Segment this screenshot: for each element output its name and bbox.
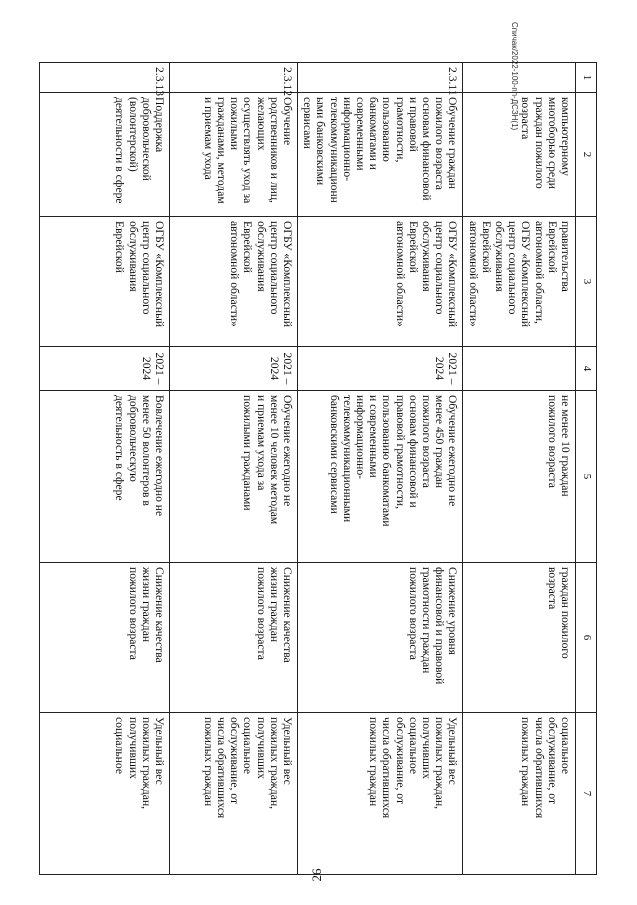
cell-line: информационно-: [340, 97, 354, 182]
cell-line: возраста: [545, 567, 559, 610]
table-row: [463, 63, 576, 875]
cell-line: автономной области»: [228, 221, 242, 327]
cell-line: правительства: [559, 221, 572, 292]
cell-line: банкоматами и: [367, 97, 381, 170]
cell-line: пожилых граждан: [201, 717, 215, 807]
cell-line: Удельный вес: [280, 717, 294, 785]
header-cell-5: 5: [576, 391, 597, 563]
footer-document-code: Спичак/2022-100-пп-ДСЗН(1): [510, 22, 519, 131]
table-cell-5: [169, 391, 297, 563]
cell-line: грамотности граждан: [419, 567, 433, 674]
cell-line: пожилого возраста: [545, 395, 559, 488]
cell-line: телекоммуникационн: [327, 97, 341, 203]
cell-line: (волонтерской): [126, 97, 140, 172]
cell-line: пожилых граждан,: [267, 717, 281, 810]
table-cell-4: [463, 347, 576, 391]
cell-line: 2024: [433, 356, 447, 381]
cell-line: финансовой и правовой: [433, 567, 447, 685]
cell-line: Обучение: [280, 97, 294, 146]
table-cell-6: [297, 563, 462, 713]
cell-line: пожилого возраста: [126, 567, 140, 660]
cell-line: числа обратившихся: [380, 717, 394, 819]
cell-line: Снижение качества: [152, 567, 166, 663]
table-cell-2: [297, 93, 462, 217]
table-cell-1: 2.3.13: [39, 63, 169, 93]
table-cell-5: [39, 391, 169, 563]
rotated-table-container: [57, 62, 597, 874]
cell-line: пожилых граждан,: [139, 717, 153, 810]
cell-line: банковскими сервисами: [327, 395, 341, 514]
cell-line: информационно-: [353, 395, 367, 480]
cell-line: социальное: [406, 717, 420, 774]
cell-line: обслуживания: [492, 221, 506, 292]
cell-line: гражданами, методам: [214, 97, 228, 204]
page-number: 26: [309, 868, 324, 882]
header-row: [576, 63, 597, 875]
cell-line: жизни граждан: [267, 567, 281, 643]
table-row: [169, 63, 297, 875]
cell-line: основам финансовой: [419, 97, 433, 201]
table-cell-4: [297, 347, 462, 391]
cell-line: современными: [353, 97, 367, 171]
cell-line: 2024: [267, 356, 281, 381]
cell-line: социальное: [113, 717, 127, 774]
table-cell-6: [463, 563, 576, 713]
header-cell-1: 1: [576, 63, 597, 93]
cell-line: ОГБУ «Комплексный: [280, 221, 294, 328]
cell-line: пожилыми: [228, 97, 242, 151]
table-cell-2: [463, 93, 576, 217]
cell-line: граждан пожилого: [532, 97, 546, 189]
cell-line: компьютерному: [559, 97, 572, 176]
cell-line: Поддержка: [152, 97, 166, 153]
cell-line: 2021 –: [152, 352, 166, 385]
cell-line: получивших: [254, 717, 268, 779]
cell-line: 2024: [139, 356, 153, 381]
cell-line: и правовой: [406, 97, 420, 152]
cell-line: обслуживание, от: [228, 717, 242, 805]
cell-line: осуществлять уход за: [241, 97, 255, 204]
cell-line: Еврейской: [241, 221, 255, 273]
table-row: [297, 63, 462, 875]
table-cell-4: [39, 347, 169, 391]
cell-line: сервисами: [301, 97, 315, 149]
cell-line: менее 10 человек методам: [267, 395, 281, 525]
table-cell-6: [169, 563, 297, 713]
cell-line: центр социального: [506, 221, 520, 315]
cell-line: деятельности в сфере: [113, 97, 127, 204]
cell-line: ыми банковскими: [314, 97, 328, 186]
table-cell-5: [297, 391, 462, 563]
cell-line: многоборью среди: [545, 97, 559, 189]
cell-line: центр социального: [139, 221, 153, 315]
cell-line: 2021 –: [446, 352, 460, 385]
cell-line: пользованию: [380, 97, 394, 162]
cell-line: получивших: [419, 717, 433, 779]
table-row: [39, 63, 169, 875]
cell-line: социальное: [241, 717, 255, 774]
table-cell-4: [169, 347, 297, 391]
table-cell-2: [39, 93, 169, 217]
cell-line: обслуживания: [126, 221, 140, 292]
cell-line: обслуживание, от: [545, 717, 559, 805]
cell-line: Еврейской: [113, 221, 127, 273]
cell-line: добровольческой: [139, 97, 153, 181]
header-cell-4: 4: [576, 347, 597, 391]
cell-line: жизни граждан: [139, 567, 153, 643]
cell-line: центр социального: [433, 221, 447, 315]
table-cell-2: [169, 93, 297, 217]
table-cell-7: [463, 713, 576, 875]
cell-line: автономной области»: [466, 221, 480, 327]
cell-line: числа обратившихся: [532, 717, 546, 819]
cell-line: пожилых граждан,: [433, 717, 447, 810]
cell-line: пожилых граждан: [367, 717, 381, 807]
cell-line: обслуживания: [254, 221, 268, 292]
cell-line: Удельный вес: [446, 717, 460, 785]
cell-line: Обучение ежегодно не: [446, 395, 460, 507]
table-cell-6: [39, 563, 169, 713]
table-cell-1: [463, 63, 576, 93]
cell-line: Еврейской: [545, 221, 559, 273]
cell-line: пожилого возраста: [254, 567, 268, 660]
cell-line: и приемам ухода: [201, 97, 215, 180]
table-cell-3: [463, 217, 576, 347]
table-cell-3: [169, 217, 297, 347]
cell-line: пожилого возраста: [433, 97, 447, 190]
cell-line: 2021 –: [280, 352, 294, 385]
cell-line: пожилых граждан: [519, 717, 533, 807]
cell-line: Снижение уровня: [446, 567, 460, 656]
cell-line: возраста: [519, 97, 533, 140]
cell-line: не менее 10 граждан: [559, 395, 572, 497]
cell-line: родственников и лиц,: [267, 97, 281, 203]
cell-line: автономной области,: [532, 221, 546, 324]
cell-line: числа обратившихся: [214, 717, 228, 819]
cell-line: правовой грамотности,: [393, 395, 407, 509]
table-cell-1: 2.3.11: [297, 63, 462, 93]
cell-line: основам финансовой и: [406, 395, 420, 508]
table-cell-3: [39, 217, 169, 347]
cell-line: граждан пожилого: [559, 567, 572, 659]
table-cell-5: [463, 391, 576, 563]
cell-line: Еврейской: [479, 221, 493, 273]
header-cell-2: 2: [576, 93, 597, 217]
header-cell-6: 6: [576, 563, 597, 713]
cell-line: и современными: [367, 395, 381, 478]
table-cell-3: [297, 217, 462, 347]
table-cell-7: [297, 713, 462, 875]
cell-line: пожилого возраста: [419, 395, 433, 488]
cell-line: социальное: [559, 717, 572, 774]
cell-line: добровольческую: [126, 395, 140, 482]
cell-line: ОГБУ «Комплексный: [519, 221, 533, 328]
cell-line: менее 50 волонтеров в: [139, 395, 153, 506]
cell-line: получивших: [126, 717, 140, 779]
header-cell-3: 3: [576, 217, 597, 347]
cell-line: ОГБУ «Комплексный: [152, 221, 166, 328]
header-cell-7: 7: [576, 713, 597, 875]
cell-line: пожилыми гражданами: [241, 395, 255, 511]
cell-line: обслуживание, от: [393, 717, 407, 805]
cell-line: ОГБУ «Комплексный: [446, 221, 460, 328]
cell-line: Удельный вес: [152, 717, 166, 785]
cell-line: и приемам ухода за: [254, 395, 268, 491]
table-cell-7: [169, 713, 297, 875]
table-cell-1: 2.3.12: [169, 63, 297, 93]
cell-line: центр социального: [267, 221, 281, 315]
table-cell-7: [39, 713, 169, 875]
cell-line: грамотности,: [393, 97, 407, 163]
cell-line: телекоммуникационными: [340, 395, 354, 523]
cell-line: Вовлечение ежегодно не: [152, 395, 166, 517]
cell-line: менее 450 граждан: [433, 395, 447, 489]
cell-line: пожилого возраста: [406, 567, 420, 660]
cell-line: желающих: [254, 97, 268, 151]
cell-line: обслуживания: [419, 221, 433, 292]
cell-line: деятельность в сфере: [113, 395, 127, 501]
cell-line: Обучение ежегодно не: [280, 395, 294, 507]
cell-line: Еврейской: [406, 221, 420, 273]
cell-line: пользованию банкоматами: [380, 395, 394, 527]
cell-line: Обучение граждан: [446, 97, 460, 190]
cell-line: автономной области»: [393, 221, 407, 327]
cell-line: Снижение качества: [280, 567, 294, 663]
measures-table: [39, 62, 597, 875]
